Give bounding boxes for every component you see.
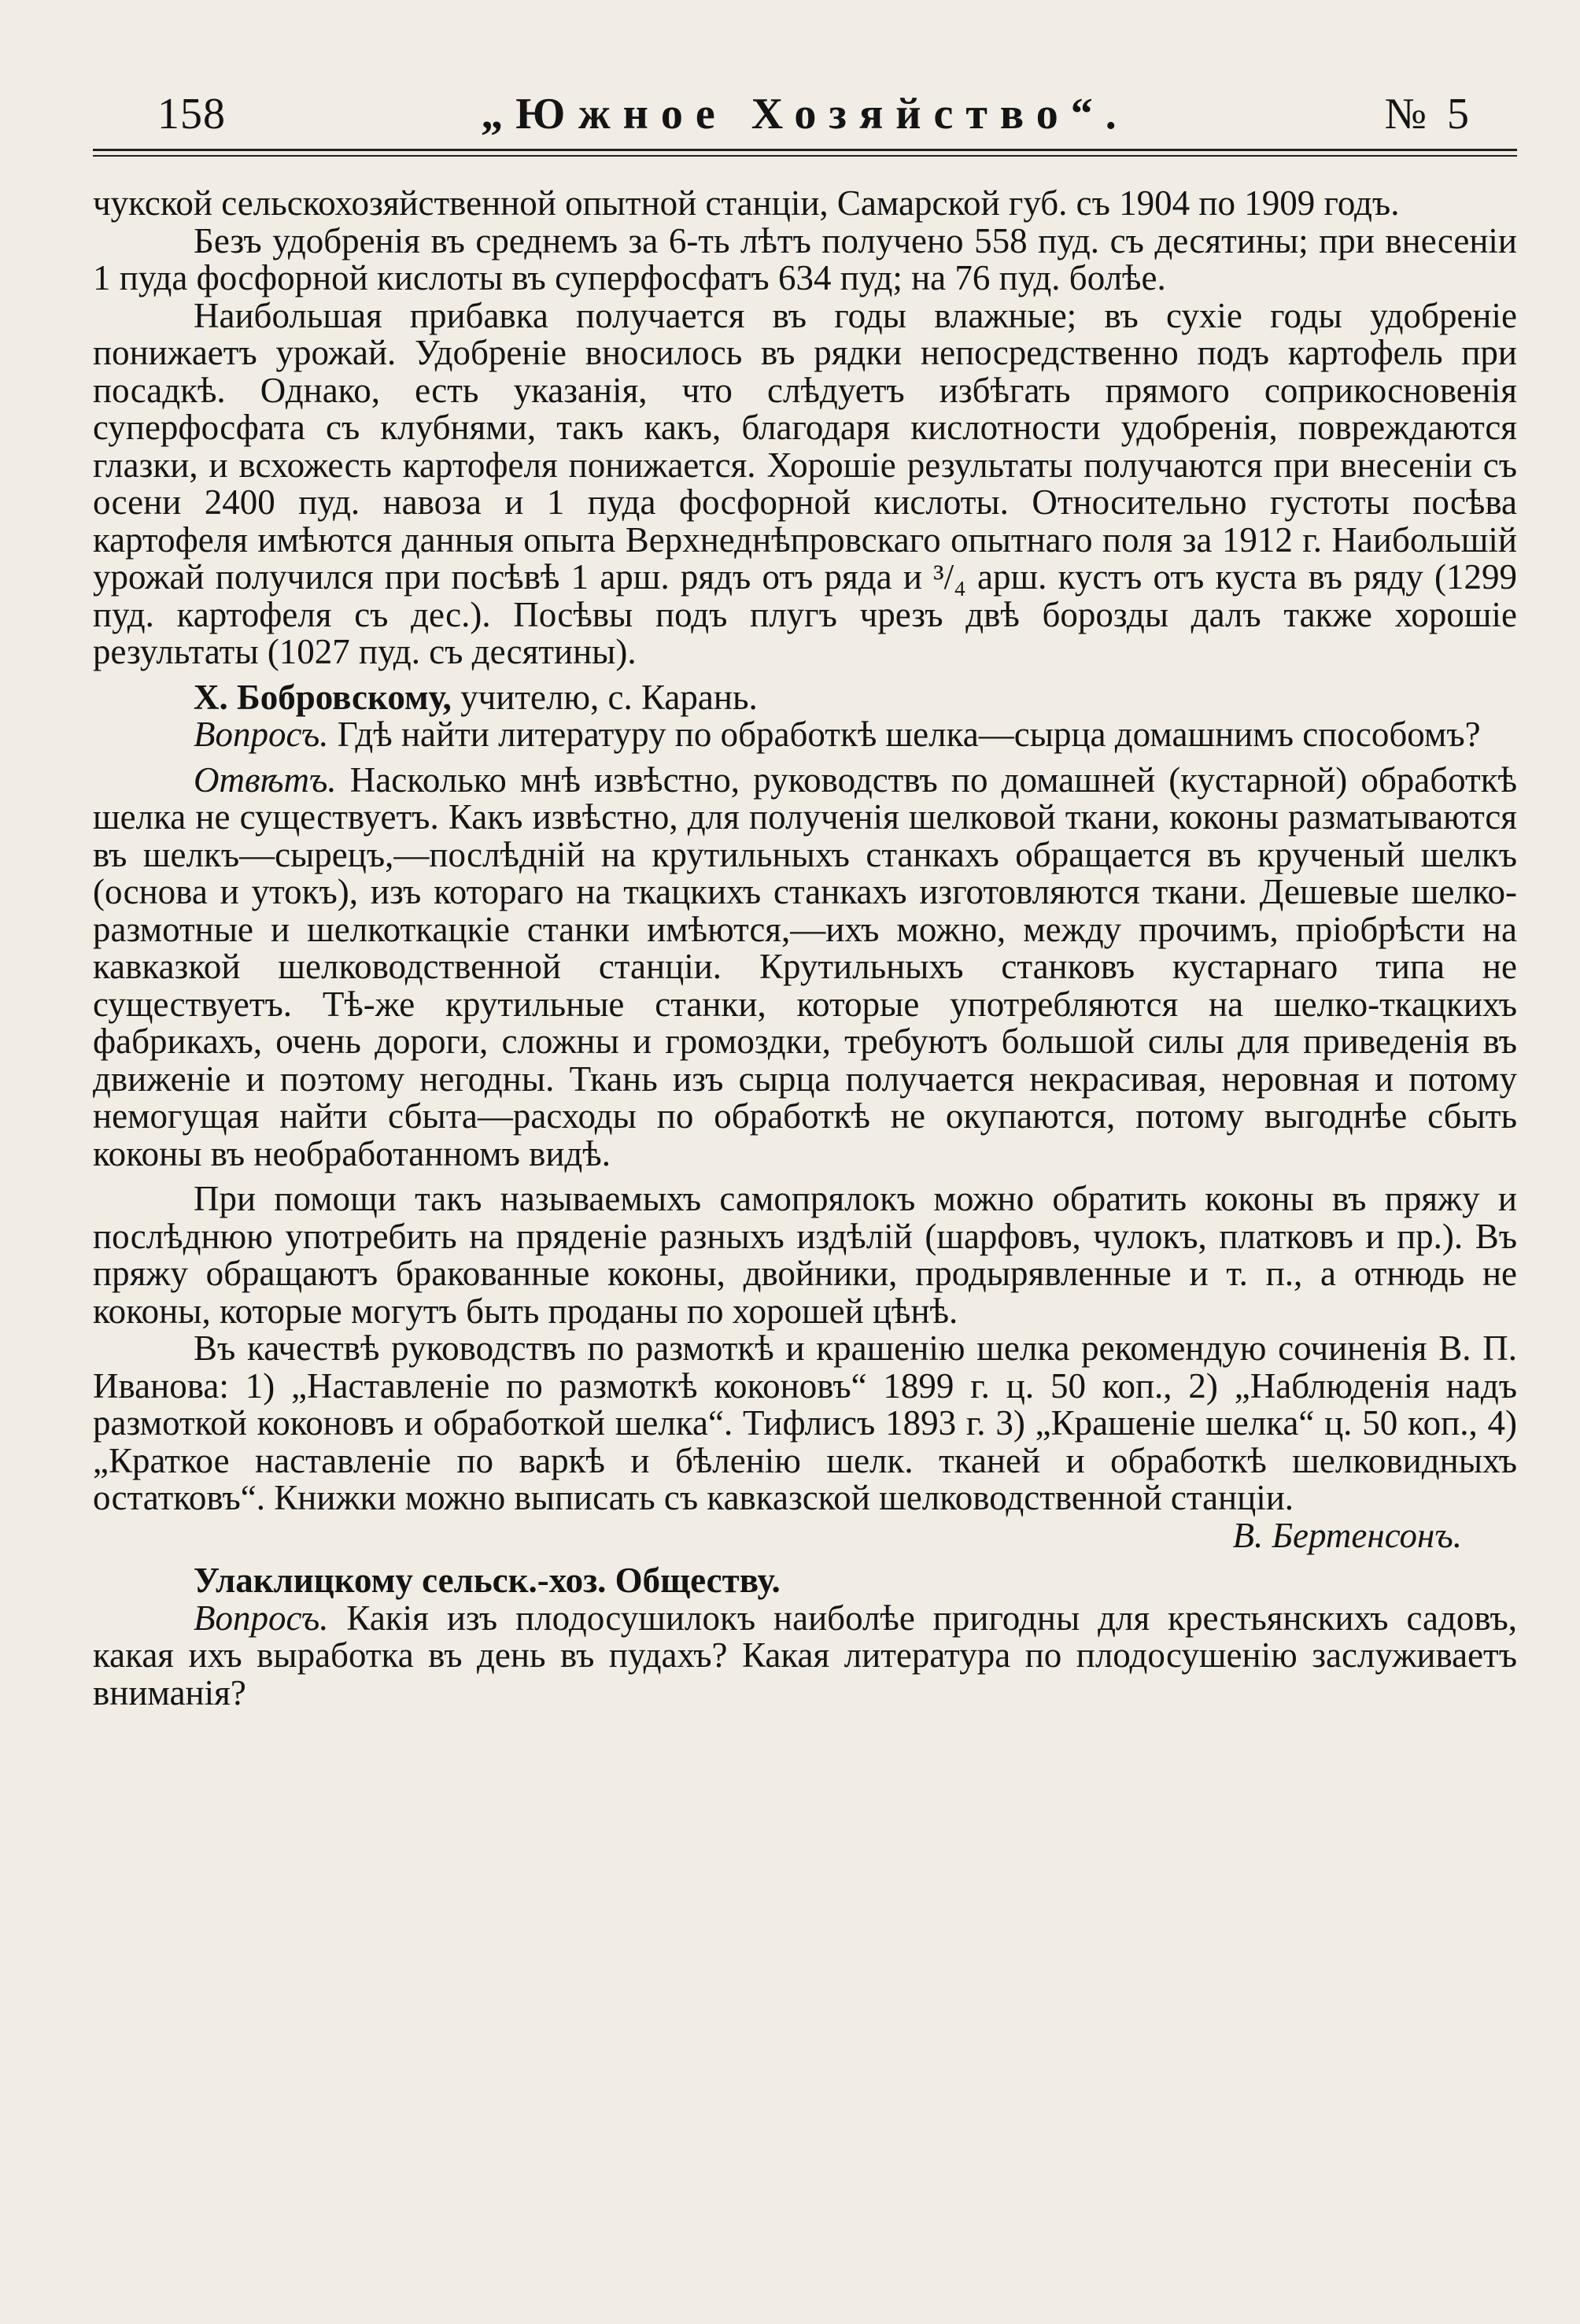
header-rule [93,149,1517,151]
page-header [93,83,1517,153]
addressee-details: учителю, с. Карань. [451,677,758,717]
question-paragraph [93,1600,1517,1713]
signature: В. Бертенсонъ. [1232,1515,1462,1555]
question-paragraph [93,716,1517,754]
paragraph-continued: чукской сельскохозяйственной опытной станціи, Самарской губ. съ 1904 по 1909 годъ. [93,183,1400,223]
addressee-name: Х. Бобровскому, [194,677,452,717]
page-number: 158 [157,90,226,139]
journal-title: „Южное Хозяйство“. [481,90,1129,139]
answer-label: Отвѣтъ. [194,759,337,800]
issue-number: № 5 [1384,90,1474,139]
header-rule-thin [93,155,1517,157]
article-body [93,185,1517,1712]
paragraph: Безъ удобренія въ среднемъ за 6-ть лѣтъ получено 558 пуд. съ десятины; при внесеніи 1 пуда фосфорной кислоты въ суперфосфатъ 634 пуд; на 76 пуд. болѣе. [93,220,1517,297]
paragraph-with-signature [93,1330,1517,1554]
paragraph-text: Въ качествѣ руководствъ по размоткѣ и крашенію шелка рекомендую сочиненія В. П. Иванова: 1) „Наставленіе по размоткѣ коконовъ“ 1899 г. ц. 50 коп., 2) „Наблюденія надъ размоткой коконовъ и обработкой шелка“. Тифлисъ 1893 г. 3) „Крашеніе шелка“ ц. 50 коп., 4) „Краткое наставленіе по варкѣ и бѣленію шелк. тканей и обработкѣ шелковидныхъ остатковъ“. Книжки можно выписать съ кавказской шелководственной станціи. [93,1328,1517,1517]
answer-paragraph [93,759,1517,1173]
addressee-line: Улаклицкому сельск.-хоз. Обществу. [194,1561,781,1600]
question-text: Какія изъ плодосушилокъ наиболѣе пригодны для крестьянскихъ садовъ, какая ихъ выработка въ день въ пудахъ? Какая литература по плодосушенію заслуживаетъ вниманія? [93,1598,1517,1713]
question-text: Гдѣ найти литературу по обработкѣ шелка—сырца домашнимъ способомъ? [328,715,1481,754]
answer-text: Насколько мнѣ извѣстно, руководствъ по домашней (кустарной) обработкѣ шелка не существуетъ. Какъ извѣстно, для полученія шелковой ткани, коконы разматываются въ шелкъ—сырецъ,—послѣдній на крутильныхъ станкахъ обращается въ крученый шелкъ (основа и утокъ), изъ котораго на ткацкихъ станкахъ изготовляются ткани. Дешевые шелко-размотные и шелкоткацкіе станки имѣются,—ихъ можно, между прочимъ, пріобрѣсти на кавказкой шелководственной станціи. Крутильныхъ станковъ кустарнаго типа не существуетъ. Тѣ-же крутильные станки, которые употребляются на шелко-ткацкихъ фабрикахъ, очень дороги, сложны и громоздки, требуютъ большой силы для приведенія въ движеніе и поэтому негодны. Ткань изъ сырца получается некрасивая, неровная и потому немогущая найти сбыта—расходы по обработкѣ не окупаются, потому выгоднѣе сбыть коконы въ необработанномъ видѣ. [93,759,1517,1173]
question-label: Вопросъ. [194,1598,329,1638]
addressee-line [93,679,1517,717]
question-label: Вопросъ. [194,715,329,754]
paragraph: При помощи такъ называемыхъ самопрялокъ можно обратить коконы въ пряжу и послѣднюю употребить на пряденіе разныхъ издѣлій (шарфовъ, чулокъ, платковъ и пр.). Въ пряжу обращаютъ бракованные коконы, двойники, продырявленные и т. п., а отнюдь не коконы, которые могутъ быть проданы по хорошей цѣнѣ. [93,1179,1517,1331]
paragraph: Наибольшая прибавка получается въ годы влажные; въ сухіе годы удобреніе понижаетъ урожай. Удобреніе вносилось въ рядки непосредственно подъ картофель при посадкѣ. Однако, есть указанія, что слѣдуетъ избѣгать прямого соприкосновенія суперфосфата съ клубнями, такъ какъ, благодаря кислотности удобренія, повреждаются глазки, и всхожесть картофеля понижается. Хорошіе результаты получаются при внесеніи съ осени 2400 пуд. навоза и 1 пуда фосфорной кислоты. Относительно густоты посѣва картофеля имѣются данныя опыта Верхнеднѣпровскаго опытнаго поля за 1912 г. Наибольшій урожай получился при посѣвѣ 1 арш. рядъ отъ ряда и ³/₄ арш. кустъ отъ куста въ ряду (1299 пуд. картофеля съ дес.). Посѣвы подъ плугъ чрезъ двѣ борозды далъ также хорошіе результаты (1027 пуд. съ десятины). [93,295,1517,671]
